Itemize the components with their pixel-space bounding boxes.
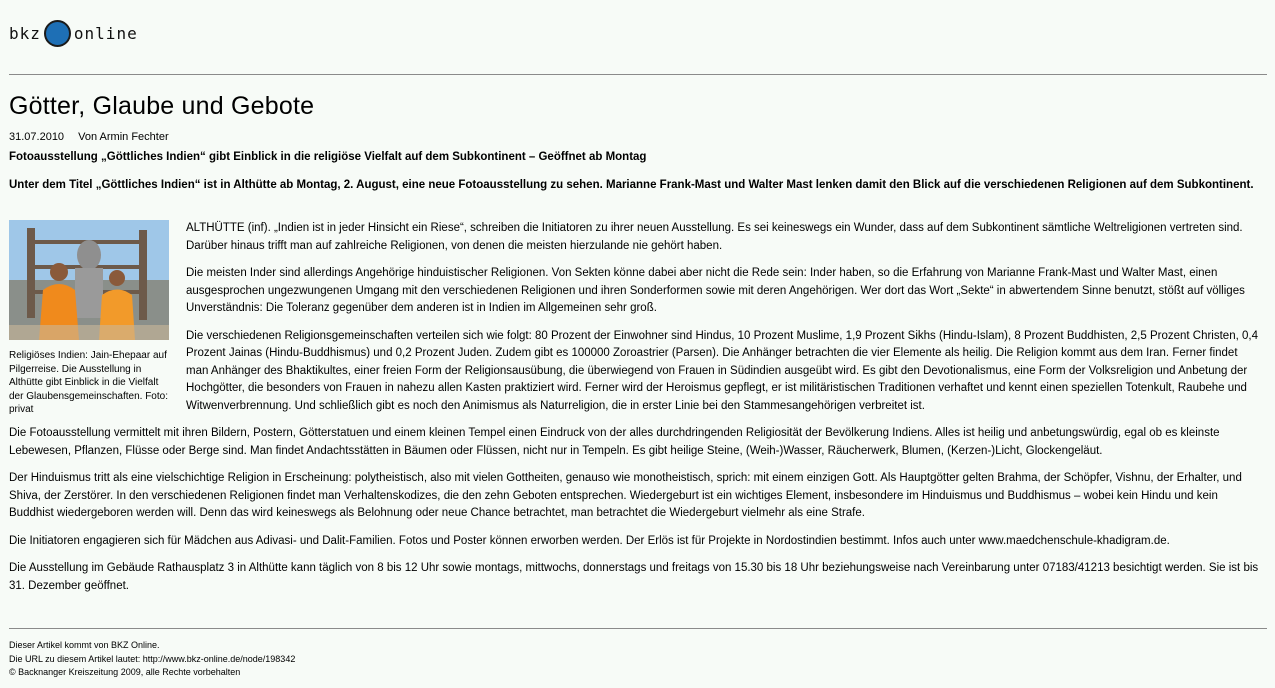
article-paragraph-5: Der Hinduismus tritt als eine vielschichtige Religion in Erscheinung: polytheistisch, also mit vielen Gottheiten, genauso wie monotheistisch, sprich: mit einem einzigen Gott. Als Hauptgötter gelten Brahma, der Schöpfer, Vishnu, der Erhalter, und Shiva, der Zerstörer. In den verschiedenen Religionen findet man Verhaltenskodizes, die den zehn Geboten entsprechen. Wiedergeburt ist ein wichtiges Element, insbesondere im Hinduismus und Buddhismus – wobei kein Hindu und kein Buddhist wiedergeboren werden will. Denn das wird keineswegs als Belohnung oder neue Chance betrachtet, man betrachtet die Wiedergeburt vielmehr als eine Strafe. xyxy=(9,472,1242,519)
article-paragraph-4: Die Fotoausstellung vermittelt mit ihren Bildern, Postern, Götterstatuen und einem kleinen Tempel einen Eindruck von der alles durchdringenden Religiosität der Bevölkerung Indiens. Alles ist heilig und anbetungswürdig, egal ob es kleinste Lebewesen, Pflanzen, Flüsse oder Berge sind. Man findet Andachtsstätten in Bäumen oder Flüssen, nicht nur in Tempeln. Es gibt heilige Steine, (Weih-)Wasser, Räucherwerk, Blumen, (Kerzen-)Licht, Glockengeläut. xyxy=(9,427,1220,457)
footer-copyright-line: © Backnanger Kreiszeitung 2009, alle Rechte vorbehalten xyxy=(9,667,241,677)
footer-url-line: Die URL zu diesem Artikel lautet: http://www.bkz-online.de/node/198342 xyxy=(9,653,296,664)
article-date: 31.07.2010 xyxy=(9,131,65,143)
article-paragraph-6: Die Initiatoren engagieren sich für Mädchen aus Adivasi- und Dalit-Familien. Fotos und Poster können erworben werden. Der Erlös ist für Projekte in Nordostindien bestimmt. Infos auch unter www.maedchenschule-khadigram.de. xyxy=(9,534,1170,547)
logo-text-left: bkz xyxy=(9,23,41,43)
article-subtitle: Fotoausstellung „Göttliches Indien“ gibt Einblick in die religiöse Vielfalt auf dem Subkontinent – Geöffnet ab Montag xyxy=(9,151,647,163)
article-author: Von Armin Fechter xyxy=(78,131,169,143)
article-body xyxy=(9,220,1259,605)
page-footer xyxy=(9,639,295,680)
article-lead: Unter dem Titel „Göttliches Indien“ ist in Althütte ab Montag, 2. August, eine neue Fotoausstellung zu sehen. Marianne Frank-Mast und Walter Mast lenken damit den Blick auf die verschiedenen Religionen auf dem Subkontinent. xyxy=(9,179,1254,191)
article-paragraph-1: ALTHÜTTE (inf). „Indien ist in jeder Hinsicht ein Riese“, schreiben die Initiatoren zu ihrer neuen Ausstellung. Es sei keineswegs ein Wunder, dass auf dem Subkontinent sämtliche Weltreligionen vertreten sind. Darüber hinaus trifft man auf zahlreiche Religionen, von denen die meisten hierzulande nie gehört haben. xyxy=(186,222,1243,252)
footer-source-line: Dieser Artikel kommt von BKZ Online. xyxy=(9,640,160,650)
article-title: Götter, Glaube und Gebote xyxy=(9,92,315,120)
article-figure xyxy=(9,220,171,417)
photo-jain-couple xyxy=(9,220,169,340)
article-meta xyxy=(9,131,169,143)
article-paragraph-2: Die meisten Inder sind allerdings Angehörige hinduistischer Religionen. Von Sekten könne dabei aber nicht die Rede sein: Inder haben, so die Erfahrung von Marianne Frank-Mast und Walter Mast, einen ausgesprochen ungezwungenen Umgang mit den verschiedenen Religionen und ihren Sonderformen sowie mit deren Angehörigen. Wer dort das Wort „Sekte“ in abwertendem Sinne benutzt, stößt auf völliges Unverständnis: Die Toleranz gegenüber dem anderen ist in Indien im Allgemeinen sehr groß. xyxy=(186,267,1245,314)
logo-circle-icon xyxy=(44,20,71,47)
article-paragraph-7: Die Ausstellung im Gebäude Rathausplatz 3 in Althütte kann täglich von 8 bis 12 Uhr sowie montags, mittwochs, donnerstags und freitags von 15.30 bis 18 Uhr beziehungsweise nach Vereinbarung unter 07183/41213 besichtigt werden. Sie ist bis 31. Dezember geöffnet. xyxy=(9,562,1259,592)
logo-text-right: online xyxy=(73,23,138,43)
bkz-online-logo[interactable] xyxy=(9,17,138,49)
article-paragraph-3: Die verschiedenen Religionsgemeinschaften verteilen sich wie folgt: 80 Prozent der Einwohner sind Hindus, 10 Prozent Muslime, 1,9 Prozent Sikhs (Hindu-Islam), 8 Prozent Buddhisten, 2,5 Prozent Christen, 0,4 Prozent Jainas (Hindu-Buddhismus) und 0,2 Prozent Juden. Zudem gibt es 100000 Zoroastrier (Parsen). Die Anhänger betrachten die vier Elemente als heilig. Die Religion kommt aus dem Iran. Ferner findet man Anhänger des Bhaktikultes, einer freien Form der Religionsausübung, die überwiegend von Frauen in Südindien ausgeübt wird. Es gibt den Devotionalismus, eine Form der Volksreligion und Anbetung der Hochgötter, die besonders von Frauen in nahezu allen Kasten praktiziert wird. Ferner wird der Heroismus gepflegt, er ist militäristischen Traditionen verhaftet und kennt einen speziellen Totenkult, Raubehe und Witwenverbrennung. Und schließlich gibt es noch den Animismus als Naturreligion, die in erster Linie bei den Stammesangehörigen verbreitet ist. xyxy=(186,329,1258,412)
photo-caption: Religiöses Indien: Jain-Ehepaar auf Pilgerreise. Die Ausstellung in Althütte gibt Einblick in die Vielfalt der Glaubensgemeinschaften. Foto: privat xyxy=(9,350,168,415)
footer-divider xyxy=(9,628,1267,629)
header-divider xyxy=(9,74,1267,75)
